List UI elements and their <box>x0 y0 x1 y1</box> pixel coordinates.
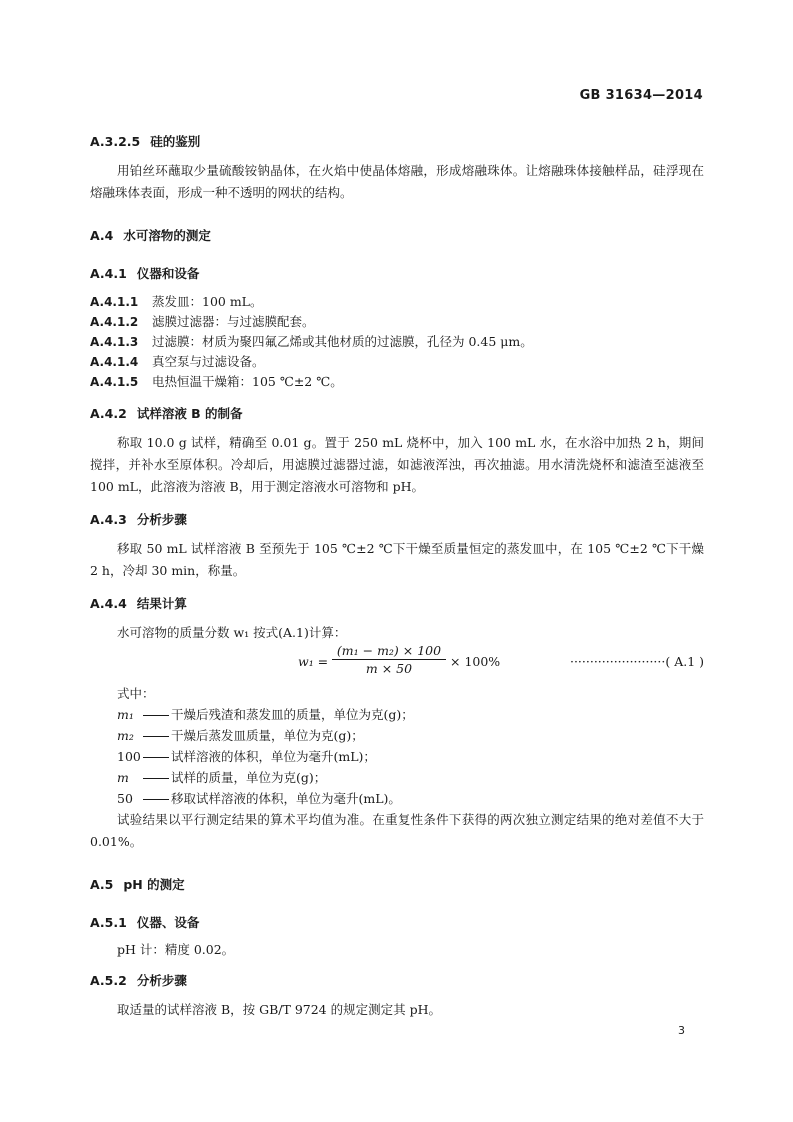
section-number: A.5 <box>90 877 114 892</box>
section-number: A.5.1 <box>90 915 127 930</box>
section-title: 水可溶物的测定 <box>123 228 211 243</box>
paragraph-a43: 移取 50 mL 试样溶液 B 至预先于 105 ℃±2 ℃下干燥至质量恒定的蒸发皿中，在 105 ℃±2 ℃下干燥 2 h，冷却 30 min，称量。 <box>90 541 704 578</box>
formula-fraction <box>332 643 446 676</box>
list-item: A.4.1.3 过滤膜：材质为聚四氟乙烯或其他材质的过滤膜，孔径为 0.45 μm。 <box>90 334 533 349</box>
heading-a325 <box>90 132 704 150</box>
page-number: 3 <box>678 1024 685 1037</box>
section-number: A.4.1 <box>90 266 127 281</box>
definition-item: 50 移取试样溶液的体积，单位为毫升(mL)。 <box>117 791 401 806</box>
formula-lhs: w₁ = <box>298 654 329 669</box>
list-item: A.4.1.2 滤膜过滤器：与过滤膜配套。 <box>90 314 315 329</box>
where-label: 式中： <box>117 686 155 701</box>
heading-a43 <box>90 510 704 528</box>
standard-number: GB 31634—2014 <box>579 88 703 103</box>
equipment-list <box>90 292 704 392</box>
heading-a42 <box>90 404 704 422</box>
formula-numerator: (m₁ − m₂) × 100 <box>332 643 446 660</box>
section-number: A.3.2.5 <box>90 134 141 149</box>
section-number: A.4.3 <box>90 512 127 527</box>
document-body <box>90 130 704 1021</box>
heading-a51 <box>90 913 704 931</box>
section-title: 分析步骤 <box>136 512 187 527</box>
section-number: A.4 <box>90 228 114 243</box>
formula-percent: × 100% <box>450 654 501 669</box>
heading-a41 <box>90 264 704 282</box>
section-number: A.4.4 <box>90 596 127 611</box>
definition-item: 100 试样溶液的体积，单位为毫升(mL)； <box>117 749 376 764</box>
section-title: 结果计算 <box>136 596 187 611</box>
heading-a5 <box>90 875 704 893</box>
paragraph-a51: pH 计：精度 0.02。 <box>117 942 235 957</box>
section-title: 试样溶液 B 的制备 <box>136 406 243 421</box>
paragraph-a52: 取适量的试样溶液 B，按 GB/T 9724 的规定测定其 pH。 <box>117 1002 441 1017</box>
paragraph-a325: 用铂丝环蘸取少量硫酸铵钠晶体，在火焰中使晶体熔融，形成熔融珠体。让熔融珠体接触样品，硅浮现在熔融珠体表面，形成一种不透明的网状的结构。 <box>90 163 704 200</box>
paragraph-a42: 称取 10.0 g 试样，精确至 0.01 g。置于 250 mL 烧杯中，加入 100 mL 水，在水浴中加热 2 h，期间搅拌，并补水至原体积。冷却后，用滤膜过滤器过滤，如滤液浑浊，再次抽滤。用水清洗烧杯和滤渣至滤液至 100 mL，此溶液为溶液 B，用于测定溶液水可溶物和 pH。 <box>90 435 704 494</box>
section-title: 分析步骤 <box>136 973 187 988</box>
definition-item: m 试样的质量，单位为克(g)； <box>117 770 327 785</box>
section-number: A.4.2 <box>90 406 127 421</box>
list-item: A.4.1.1 蒸发皿：100 mL。 <box>90 294 263 309</box>
definition-item: m₂ 干燥后蒸发皿质量，单位为克(g)； <box>117 728 364 743</box>
heading-a52 <box>90 971 704 989</box>
section-title: pH 的测定 <box>123 877 185 892</box>
formula-a1 <box>90 643 704 679</box>
section-title: 仪器和设备 <box>136 266 200 281</box>
formula-intro: 水可溶物的质量分数 w₁ 按式(A.1)计算： <box>117 625 347 640</box>
formula-reference: ························( A.1 ) <box>569 654 704 669</box>
section-title: 仪器、设备 <box>136 915 200 930</box>
formula-denominator: m × 50 <box>365 661 413 676</box>
section-number: A.5.2 <box>90 973 127 988</box>
list-item: A.4.1.5 电热恒温干燥箱：105 ℃±2 ℃。 <box>90 374 343 389</box>
section-title: 硅的鉴别 <box>150 134 201 149</box>
heading-a4 <box>90 226 704 244</box>
definition-item: m₁ 干燥后残渣和蒸发皿的质量，单位为克(g)； <box>117 707 414 722</box>
list-item: A.4.1.4 真空泵与过滤设备。 <box>90 354 265 369</box>
paragraph-conclusion: 试验结果以平行测定结果的算术平均值为准。在重复性条件下获得的两次独立测定结果的绝对差值不大于 0.01%。 <box>90 812 704 849</box>
heading-a44 <box>90 594 704 612</box>
